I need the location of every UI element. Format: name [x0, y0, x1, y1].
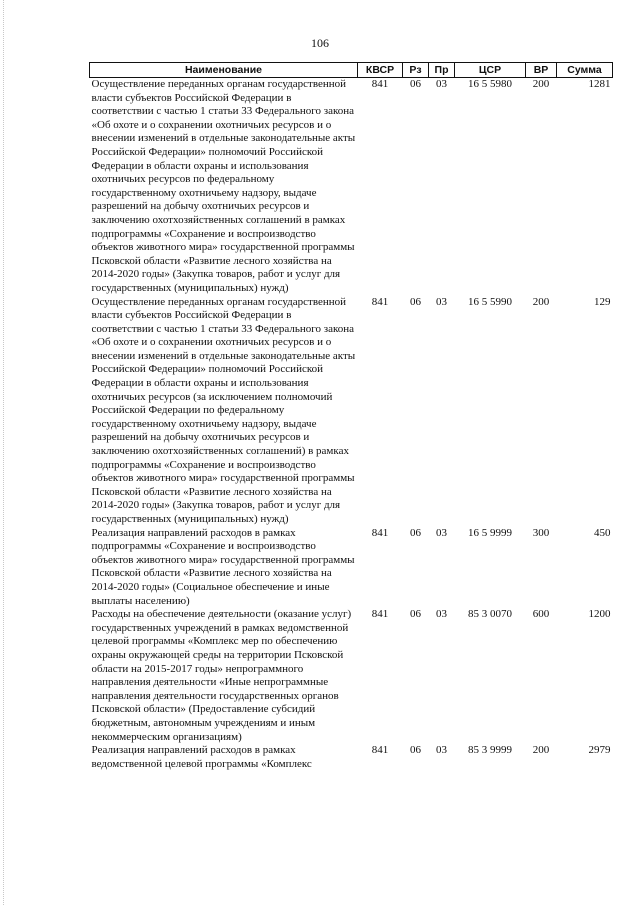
row-pr: 03 — [436, 526, 447, 539]
row-vr: 600 — [532, 608, 550, 621]
table-row — [90, 78, 613, 296]
row-sum: 450 — [594, 526, 611, 539]
row-sum: 2979 — [588, 744, 611, 757]
row-rz: 06 — [410, 78, 421, 90]
table-header-row — [90, 63, 613, 78]
column-header-kvsr: КВСР — [358, 63, 403, 78]
row-pr: 03 — [436, 295, 447, 308]
row-kvsr: 841 — [371, 608, 389, 621]
column-header-csr: ЦСР — [455, 63, 526, 78]
row-rz: 06 — [410, 744, 421, 757]
row-csr: 16 5 9999 — [468, 526, 512, 539]
column-header-pr: Пр — [429, 63, 455, 78]
row-kvsr: 841 — [371, 526, 389, 539]
row-sum: 1200 — [588, 608, 611, 621]
column-header-name: Наименование — [90, 63, 358, 78]
row-name: Расходы на обеспечение деятельности (оказание услуг) государственных учреждений в рамках ведомственной целевой программы «Комплекс мер по обеспечению охраны окружающей среды на территории Псковской области на 2015-2017 годы» непрограммного направления деятельности «Иные непрограммные направления деятельности государственных органов Псковской области» (Предоставление субсидий бюджетным, автономным учреждениям и иным некоммерческим организациям) — [91, 608, 352, 743]
table-row — [90, 744, 613, 771]
row-csr: 85 3 0070 — [468, 608, 512, 621]
row-sum: 129 — [594, 295, 611, 308]
row-kvsr: 841 — [371, 78, 389, 90]
row-rz: 06 — [410, 526, 421, 539]
row-vr: 200 — [532, 295, 550, 308]
row-rz: 06 — [410, 295, 421, 308]
row-name: Осуществление переданных органам государственной власти субъектов Российской Федерации в соответствии с частью 1 статьи 33 Федерального закона «Об охоте и о сохранении охотничьих ресурсов и о внесении изменений в отдельные законодательные акты Российской Федерации» полномочий Российской Федерации в области охраны и использования охотничьих ресурсов (за исключением полномочий Российской Федерации по федеральному государственному охотничьему надзору, выдаче разрешений на добычу охотничьих ресурсов и заключению охотхозяйственных соглашений) в рамках подпрограммы «Сохранение и воспроизводство объектов животного мира» государственной программы Псковской области «Развитие лесного хозяйства на 2014-2020 годы» (Закупка товаров, работ и услуг для государственных (муниципальных) нужд) — [91, 295, 356, 525]
column-header-vr: ВР — [526, 63, 557, 78]
row-name: Реализация направлений расходов в рамках ведомственной целевой программы «Комплекс — [91, 744, 312, 770]
row-vr: 200 — [532, 744, 550, 757]
row-name: Осуществление переданных органам государственной власти субъектов Российской Федерации в соответствии с частью 1 статьи 33 Федерального закона «Об охоте и о сохранении охотничьих ресурсов и о внесении изменений в отдельные законодательные акты Российской Федерации» полномочий Российской Федерации в области охраны и использования охотничьих ресурсов по федеральному государственному охотничьему надзору, выдаче разрешений на добычу охотничьих ресурсов и заключению охотхозяйственных соглашений в рамках подпрограммы «Сохранение и воспроизводство объектов животного мира» государственной программы Псковской области «Развитие лесного хозяйства на 2014-2020 годы» (Закупка товаров, работ и услуг для государственных (муниципальных) нужд) — [91, 78, 356, 294]
table-row — [90, 296, 613, 527]
budget-table — [89, 62, 613, 771]
page-number: 106 — [311, 36, 329, 50]
row-pr: 03 — [436, 608, 447, 621]
column-header-rz: Рз — [403, 63, 429, 78]
row-kvsr: 841 — [371, 295, 389, 308]
scan-edge — [3, 0, 4, 905]
row-vr: 300 — [532, 526, 550, 539]
row-csr: 85 3 9999 — [468, 744, 512, 757]
row-pr: 03 — [436, 744, 447, 757]
row-sum: 1281 — [588, 78, 611, 90]
row-rz: 06 — [410, 608, 421, 621]
row-csr: 16 5 5980 — [468, 78, 512, 90]
row-csr: 16 5 5990 — [468, 295, 512, 308]
row-vr: 200 — [532, 78, 550, 90]
row-name: Реализация направлений расходов в рамках подпрограммы «Сохранение и воспроизводство объектов животного мира» государственной программы Псковской области «Развитие лесного хозяйства на 2014-2020 годы» (Социальное обеспечение и иные выплаты населению) — [91, 526, 355, 607]
table-row — [90, 608, 613, 744]
table-row — [90, 527, 613, 609]
row-pr: 03 — [436, 78, 447, 90]
column-header-sum: Сумма — [557, 63, 613, 78]
row-kvsr: 841 — [371, 744, 389, 757]
